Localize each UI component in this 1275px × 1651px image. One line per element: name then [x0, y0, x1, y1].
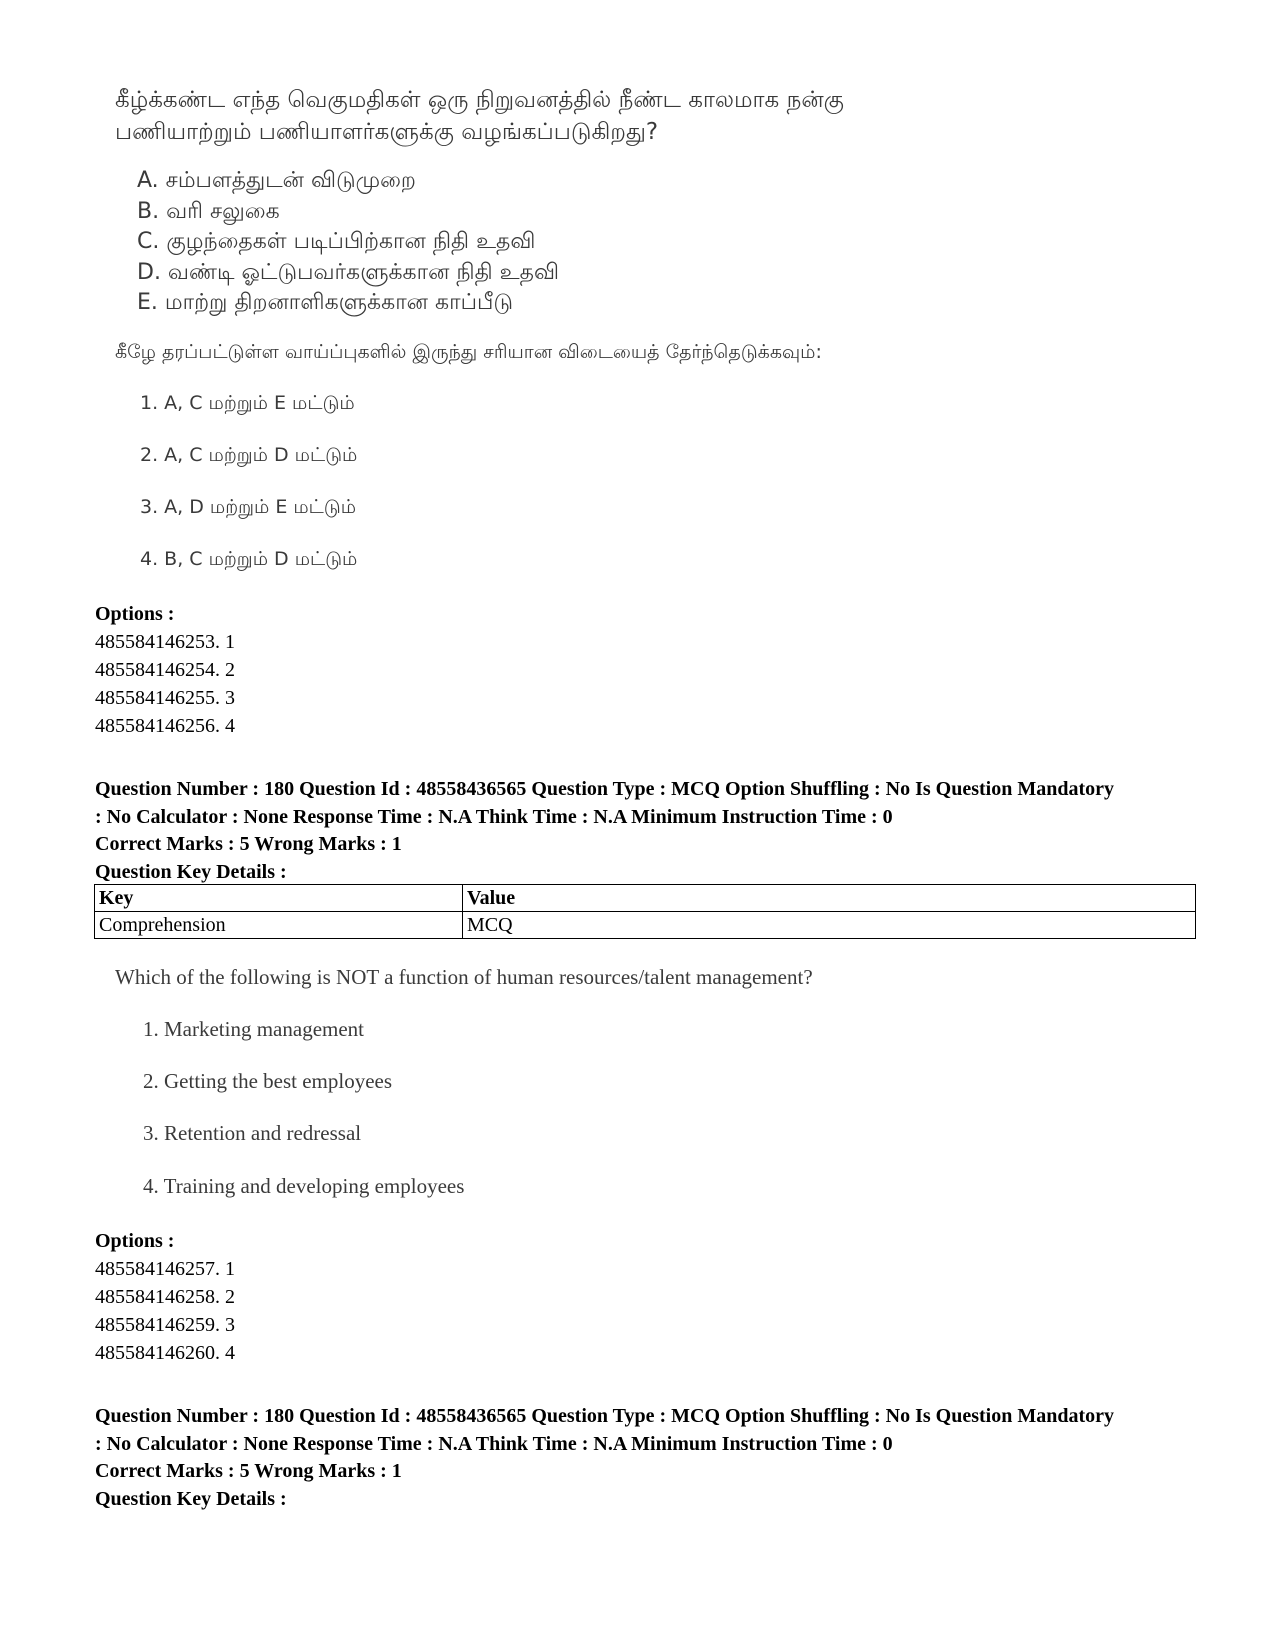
option-row: 485584146258. 2	[95, 1286, 235, 1308]
item-d: D. வண்டி ஓட்டுபவர்களுக்கான நிதி உதவி	[137, 259, 559, 285]
item-a: A. சம்பளத்துடன் விடுமுறை	[137, 168, 416, 193]
q2-choice-4: 4. Training and developing employees	[143, 1174, 465, 1198]
option-row: 485584146253. 1	[95, 631, 235, 653]
q1-choice-3: 3. A, D மற்றும் E மட்டும்	[140, 496, 357, 518]
marks-line: Correct Marks : 5 Wrong Marks : 1	[95, 1460, 402, 1482]
option-row: 485584146255. 3	[95, 687, 235, 709]
question-1-items	[137, 166, 559, 319]
key-details-label: Question Key Details :	[95, 1487, 287, 1510]
options-2	[95, 1227, 235, 1367]
meta-line-2: : No Calculator : None Response Time : N.A Think Time : N.A Minimum Instruction Time : 0	[95, 1432, 893, 1455]
q1-choice-1: 1. A, C மற்றும் E மட்டும்	[140, 392, 355, 414]
table-cell-key: Comprehension	[95, 912, 463, 939]
options-label: Options :	[95, 1230, 175, 1252]
option-row: 485584146260. 4	[95, 1342, 235, 1364]
question-1-line-1: கீழ்க்கண்ட எந்த வெகுமதிகள் ஒரு நிறுவனத்தில் நீண்ட காலமாக நன்கு	[115, 87, 844, 113]
option-row: 485584146259. 3	[95, 1314, 235, 1336]
question-1-line-2: பணியாற்றும் பணியாளர்களுக்கு வழங்கப்படுகிறது?	[115, 119, 659, 145]
meta-line-1: Question Number : 180 Question Id : 48558436565 Question Type : MCQ Option Shuffling : No Is Question Mandatory	[95, 1405, 1114, 1427]
question-2-text: Which of the following is NOT a function of human resources/talent management?	[115, 965, 813, 989]
q2-choice-2: 2. Getting the best employees	[143, 1069, 393, 1093]
item-c: C. குழந்தைகள் படிப்பிற்கான நிதி உதவி	[137, 229, 536, 254]
option-row: 485584146257. 1	[95, 1258, 235, 1280]
option-row: 485584146254. 2	[95, 659, 235, 681]
options-label: Options :	[95, 603, 175, 625]
question-1-image	[115, 84, 844, 148]
item-b: B. வரி சலுகை	[137, 198, 280, 224]
table-header-row	[95, 885, 1196, 912]
q2-choice-3: 3. Retention and redressal	[143, 1121, 362, 1145]
table-header-key: Key	[95, 885, 463, 912]
question-meta-2	[95, 1403, 1114, 1513]
question-meta-1	[95, 776, 1114, 886]
table-cell-value: MCQ	[463, 912, 1196, 939]
q1-choice-4: 4. B, C மற்றும் D மட்டும்	[140, 548, 358, 570]
q2-choice-1: 1. Marketing management	[143, 1017, 365, 1041]
key-value-table	[94, 884, 1196, 939]
question-1-instruction: கீழே தரப்பட்டுள்ள வாய்ப்புகளில் இருந்து சரியான விடையைத் தேர்ந்தெடுக்கவும்:	[115, 341, 822, 363]
options-1	[95, 600, 235, 740]
key-details-label: Question Key Details :	[95, 860, 287, 883]
marks-line: Correct Marks : 5 Wrong Marks : 1	[95, 833, 402, 855]
option-row: 485584146256. 4	[95, 715, 235, 737]
item-e: E. மாற்று திறனாளிகளுக்கான காப்பீடு	[137, 290, 513, 315]
meta-line-2: : No Calculator : None Response Time : N.A Think Time : N.A Minimum Instruction Time : 0	[95, 805, 893, 828]
table-header-value: Value	[463, 885, 1196, 912]
table-row	[95, 912, 1196, 939]
meta-line-1: Question Number : 180 Question Id : 48558436565 Question Type : MCQ Option Shuffling : No Is Question Mandatory	[95, 778, 1114, 800]
q1-choice-2: 2. A, C மற்றும் D மட்டும்	[140, 444, 358, 466]
